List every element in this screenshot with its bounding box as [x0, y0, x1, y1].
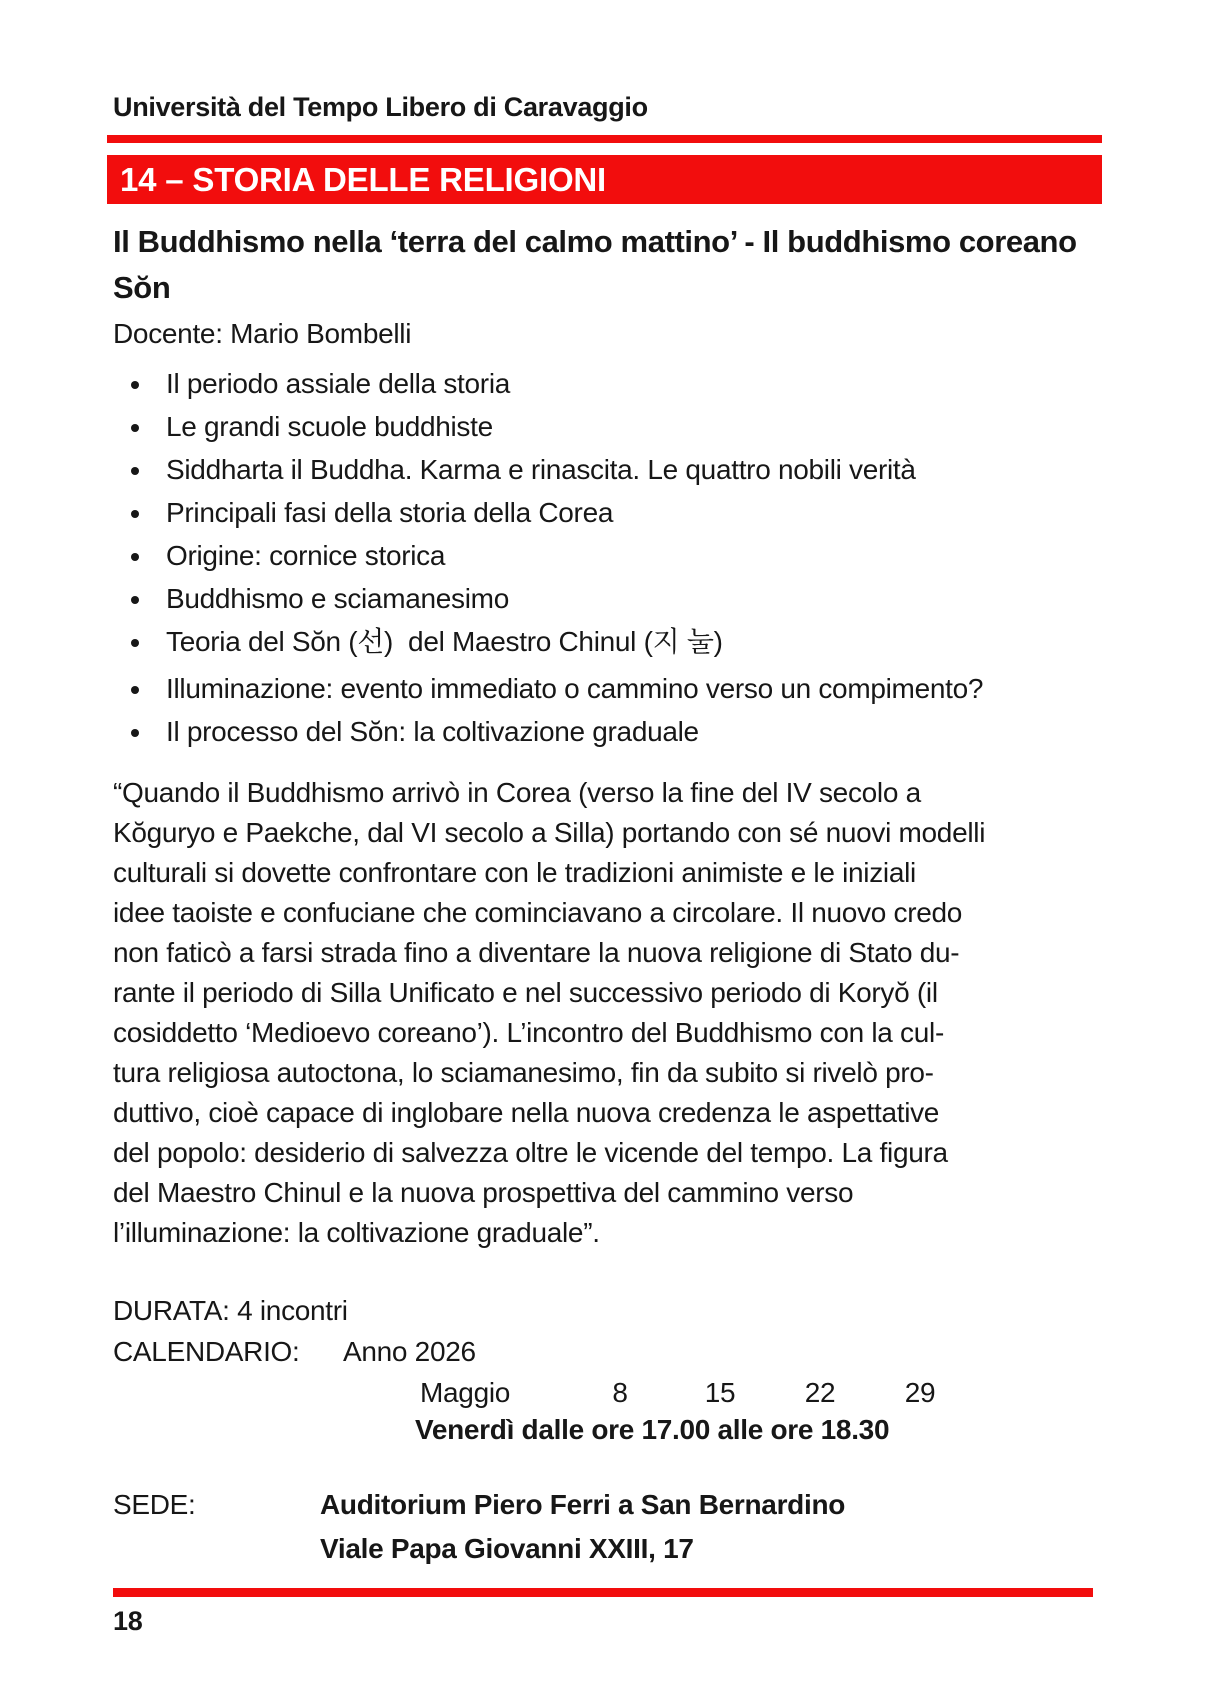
- header-red-rule: [107, 135, 1102, 143]
- document-header-title: Università del Tempo Libero di Caravaggio: [113, 92, 648, 122]
- description-line: culturali si dovette confrontare con le tradizioni animiste e le iniziali: [113, 857, 916, 888]
- course-description: [113, 773, 1101, 1253]
- calendar-dates-row: [420, 1377, 1101, 1409]
- calendar-month: Maggio: [420, 1377, 511, 1408]
- calendar-day: 15: [704, 1377, 736, 1408]
- footer-red-rule: [113, 1588, 1093, 1597]
- venue-block: [113, 1483, 1101, 1571]
- venue-address: Viale Papa Giovanni XXIII, 17: [320, 1533, 694, 1564]
- description-line: duttivo, cioè capace di inglobare nella nuova credenza le aspettative: [113, 1097, 940, 1128]
- topic-item: [113, 498, 1101, 528]
- bullet-icon: [131, 729, 139, 737]
- calendar-day: 8: [612, 1377, 628, 1408]
- topic-item: [113, 541, 1101, 571]
- topic-text: Illuminazione: evento immediato o cammino verso un compimento?: [166, 673, 984, 704]
- description-line: idee taoiste e confuciane che cominciavano a circolare. Il nuovo credo: [113, 897, 963, 928]
- topic-list: [113, 369, 1101, 747]
- topic-item: [113, 674, 1101, 704]
- topic-text: Il processo del Sŏn: la coltivazione graduale: [166, 716, 699, 747]
- topic-item: [113, 412, 1101, 442]
- calendar-year: Anno 2026: [343, 1336, 476, 1367]
- topic-item: [113, 584, 1101, 614]
- topic-text: Buddhismo e sciamanesimo: [166, 583, 509, 614]
- bullet-icon: [131, 510, 139, 518]
- description-line: “Quando il Buddhismo arrivò in Corea (verso la fine del IV secolo a: [113, 777, 921, 808]
- venue-name: Auditorium Piero Ferri a San Bernardino: [320, 1489, 846, 1520]
- bullet-icon: [131, 467, 139, 475]
- calendar-day: 22: [804, 1377, 836, 1408]
- calendar-day: 29: [904, 1377, 936, 1408]
- topic-text: Principali fasi della storia della Corea: [166, 497, 614, 528]
- description-line: l’illuminazione: la coltivazione graduale”.: [113, 1217, 600, 1248]
- description-line: non faticò a farsi strada fino a diventare la nuova religione di Stato du-: [113, 937, 960, 968]
- section-banner-title: 14 – STORIA DELLE RELIGIONI: [120, 160, 607, 198]
- topic-text: Origine: cornice storica: [166, 540, 446, 571]
- calendar-days: [570, 1377, 970, 1409]
- description-line: Kŏguryo e Paekche, dal VI secolo a Silla) portando con sé nuovi modelli: [113, 817, 986, 848]
- topic-text: Teoria del Sŏn (선) del Maestro Chinul (지 눌): [166, 626, 723, 657]
- description-line: rante il periodo di Silla Unificato e nel successivo periodo di Koryŏ (il: [113, 977, 938, 1008]
- description-line: del Maestro Chinul e la nuova prospettiva del cammino verso: [113, 1177, 854, 1208]
- topic-item: [113, 455, 1101, 485]
- bullet-icon: [131, 596, 139, 604]
- calendar-time: Venerdì dalle ore 17.00 alle ore 18.30: [415, 1414, 890, 1445]
- calendar-label: CALENDARIO:: [113, 1336, 300, 1367]
- description-line: tura religiosa autoctona, lo sciamanesimo, fin da subito si rivelò pro-: [113, 1057, 934, 1088]
- venue-label: SEDE:: [113, 1489, 196, 1520]
- topic-text: Siddharta il Buddha. Karma e rinascita. Le quattro nobili verità: [166, 454, 916, 485]
- bullet-icon: [131, 686, 139, 694]
- description-line: del popolo: desiderio di salvezza oltre le vicende del tempo. La figura: [113, 1137, 948, 1168]
- bullet-icon: [131, 553, 139, 561]
- calendar-line: [113, 1336, 1101, 1368]
- page-number: 18: [113, 1606, 143, 1636]
- description-line: cosiddetto ‘Medioevo coreano’). L’incontro del Buddhismo con la cul-: [113, 1017, 944, 1048]
- topic-text: Le grandi scuole buddhiste: [166, 411, 493, 442]
- duration-line: DURATA: 4 incontri: [113, 1295, 348, 1326]
- course-title: Il Buddhismo nella ‘terra del calmo mattino’ - Il buddhismo coreano Sŏn: [113, 224, 1077, 305]
- topic-item: [113, 717, 1101, 747]
- topic-text: Il periodo assiale della storia: [166, 368, 511, 399]
- topic-item: [113, 369, 1101, 399]
- bullet-icon: [131, 381, 139, 389]
- section-banner: [107, 155, 1102, 204]
- topic-item: [113, 627, 1101, 657]
- venue-lines: [320, 1483, 845, 1571]
- teacher-line: Docente: Mario Bombelli: [113, 318, 412, 349]
- bullet-icon: [131, 639, 139, 647]
- bullet-icon: [131, 424, 139, 432]
